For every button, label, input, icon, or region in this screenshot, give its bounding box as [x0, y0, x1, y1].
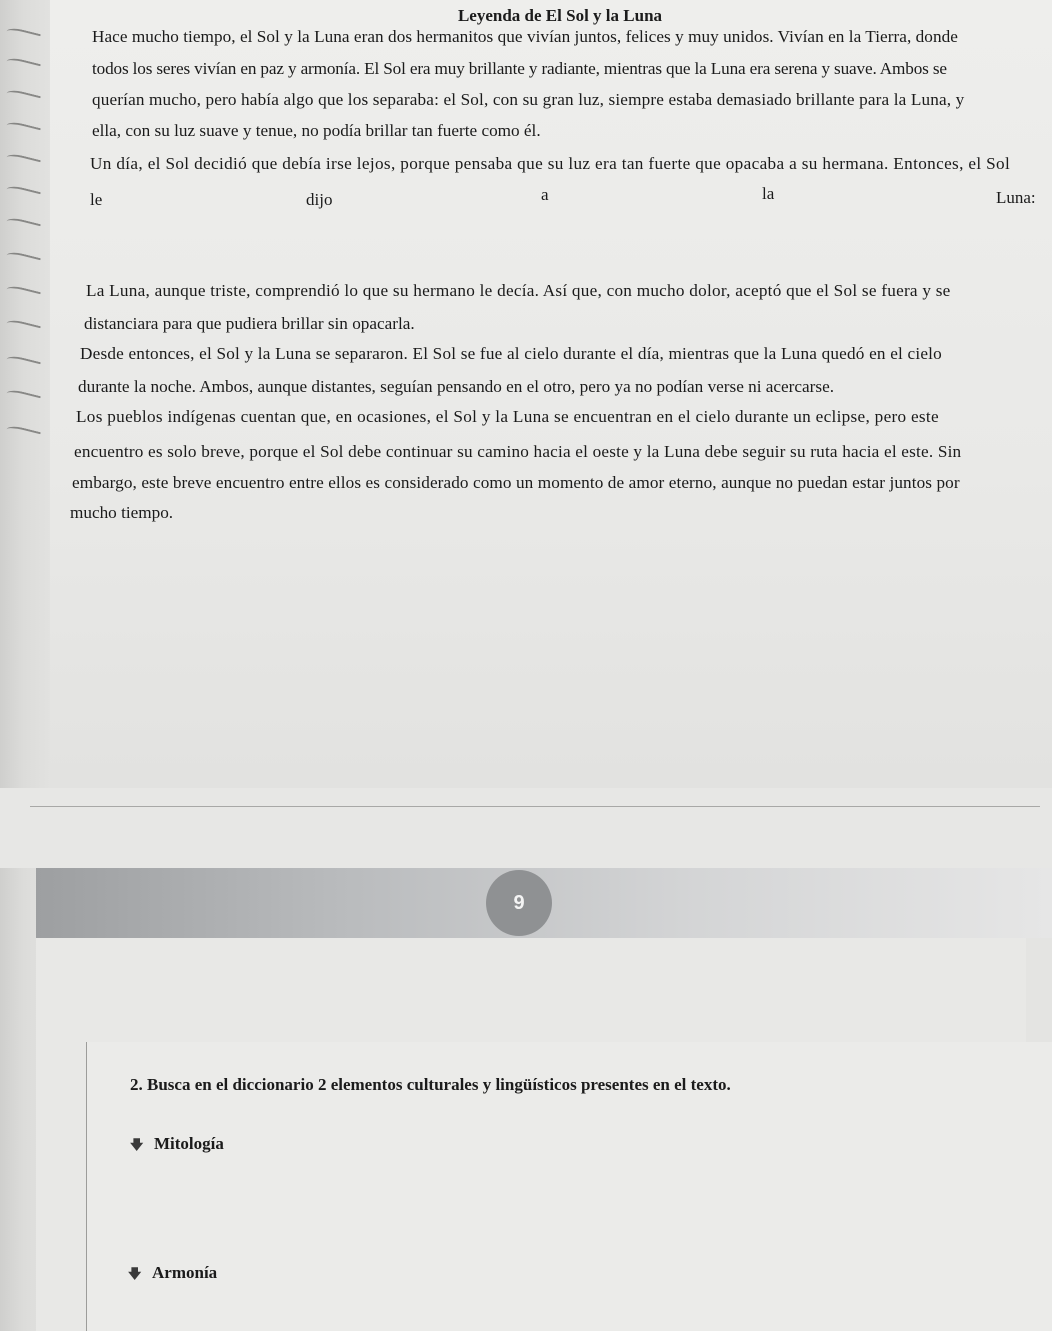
spaced-word: dijo — [306, 190, 333, 209]
question-text: 2. Busca en el diccionario 2 elementos culturales y lingüísticos presentes en el texto. — [130, 1075, 731, 1094]
story-title: Leyenda de El Sol y la Luna — [457, 6, 663, 25]
spaced-word: le — [90, 190, 103, 209]
answer-label: Armonía — [152, 1263, 218, 1282]
paragraph-line: La Luna, aunque triste, comprendió lo que su hermano le decía. Así que, con mucho dolor, aceptó que el Sol se fuera y se — [86, 281, 951, 300]
spaced-word: la — [762, 184, 775, 203]
paragraph-line: querían mucho, pero había algo que los separaba: el Sol, con su gran luz, siempre estaba demasiado brillante para la Luna, y — [92, 90, 965, 109]
paragraph-line: embargo, este breve encuentro entre ellos es considerado como un momento de amor eterno, aunque no puedan estar juntos por — [72, 473, 960, 492]
spaced-word: a — [541, 185, 549, 204]
page-gap — [0, 788, 1052, 868]
paragraph-line: Los pueblos indígenas cuentan que, en ocasiones, el Sol y la Luna se encuentran en el cielo durante un eclipse, pero este — [76, 407, 939, 426]
paragraph-line: Desde entonces, el Sol y la Luna se separaron. El Sol se fue al cielo durante el día, mientras que la Luna quedó en el cielo — [80, 344, 942, 363]
paragraph-line: ella, con su luz suave y tenue, no podía brillar tan fuerte como él. — [92, 121, 541, 140]
arrow-down-icon: 🡇 — [130, 1137, 144, 1152]
spaced-word: Luna: — [996, 188, 1036, 207]
paragraph-line: Hace mucho tiempo, el Sol y la Luna eran dos hermanitos que vivían juntos, felices y muy unidos. Vivían en la Tierra, donde — [92, 27, 958, 46]
paragraph-line: mucho tiempo. — [70, 503, 174, 522]
arrow-down-icon: 🡇 — [128, 1266, 142, 1281]
answer-item — [130, 1134, 224, 1158]
paragraph-line: todos los seres vivían en paz y armonía. El Sol era muy brillante y radiante, mientras que la Luna era serena y suave. Ambos se — [92, 59, 947, 78]
paragraph-line: Un día, el Sol decidió que debía irse lejos, porque pensaba que su luz era tan fuerte que opacaba a su hermana. Entonces, el Sol — [90, 154, 1011, 173]
paragraph-line: encuentro es solo breve, porque el Sol debe continuar su camino hacia el oeste y la Luna debe seguir su ruta hacia el este. Sin — [74, 442, 962, 461]
paragraph-line: distanciara para que pudiera brillar sin opacarla. — [84, 314, 415, 333]
page-number-badge: 9 — [486, 870, 552, 936]
answer-label: Mitología — [154, 1134, 224, 1153]
answer-item — [128, 1263, 217, 1287]
paragraph-line: durante la noche. Ambos, aunque distantes, seguían pensando en el otro, pero ya no podían verse ni acercarse. — [78, 377, 834, 396]
